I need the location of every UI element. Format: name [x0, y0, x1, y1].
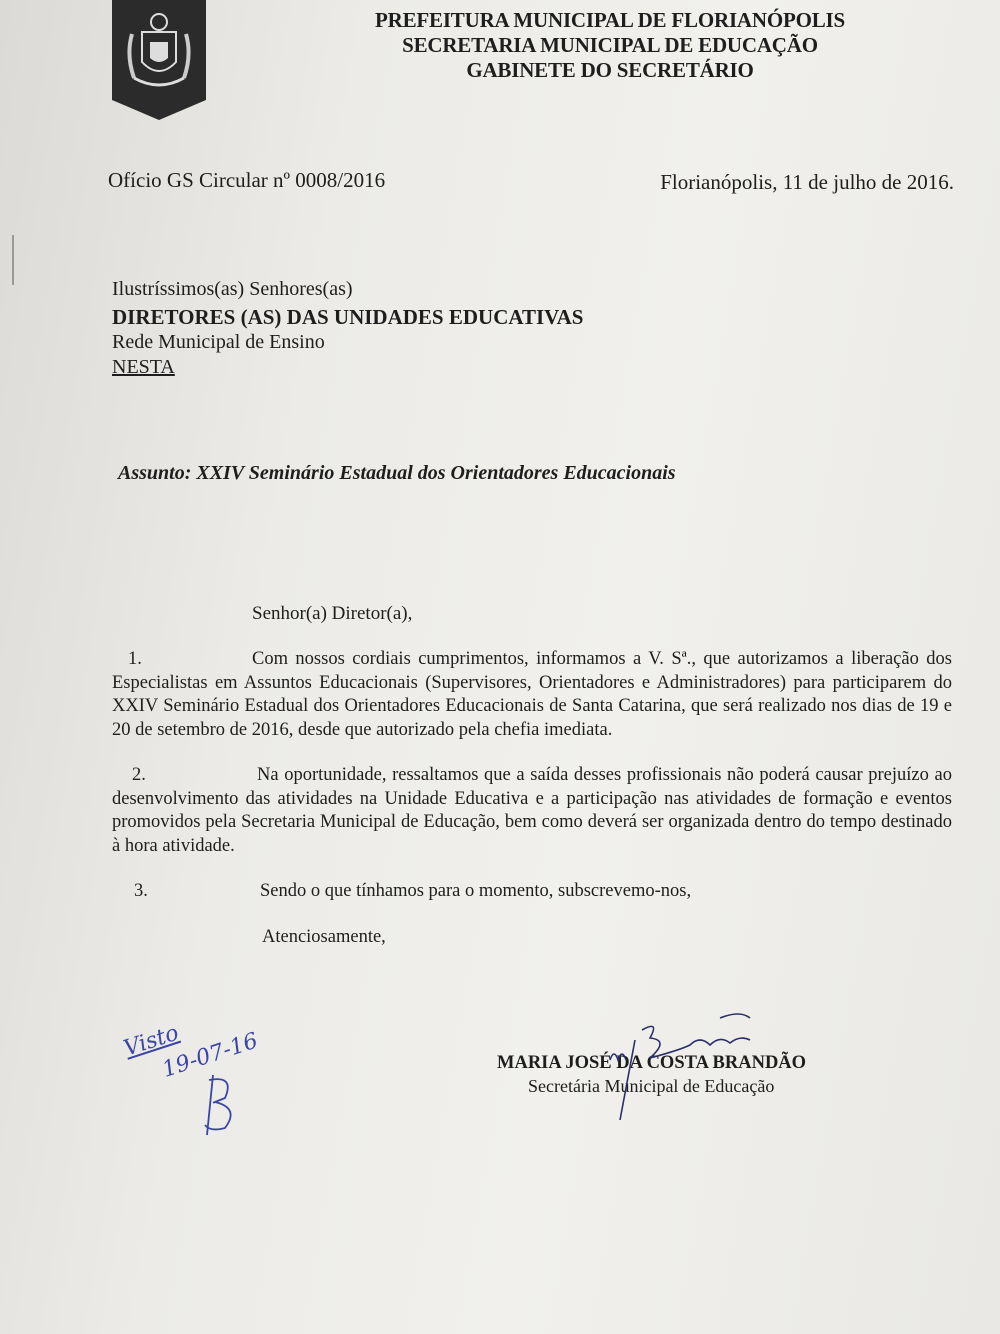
visto-date: 19-07-16	[159, 1028, 262, 1083]
paragraph-text: Na oportunidade, ressaltamos que a saída desses profissionais não poderá causar prejuízo ao desenvolvimento das atividades na Unidade Educativa e a participação nas atividades de formação e eventos promovidos pela Secretaria Municipal de Educação, bem como deverá ser organizada dentro do tempo destinado à hora atividade.	[112, 765, 952, 856]
coat-of-arms-icon	[112, 0, 206, 120]
letterhead	[300, 8, 920, 83]
greeting: Senhor(a) Diretor(a),	[252, 603, 413, 624]
paragraph-text: Com nossos cordiais cumprimentos, informamos a V. Sª., que autorizamos a liberação dos Especialistas em Assuntos Educacionais (Supervisores, Orientadores e Administradores) para participarem do XXIV Seminário Estadual dos Orientadores Educacionais de Santa Catarina, que será realizado nos dias de 19 e 20 de setembro de 2016, desde que autorizado pela chefia imediata.	[112, 649, 952, 740]
paragraph-number: 1.	[128, 649, 142, 669]
letter-body	[112, 648, 952, 949]
paragraph-3	[112, 880, 952, 904]
visto-word: Visto	[120, 1020, 182, 1062]
margin-mark	[12, 235, 14, 285]
addressee-location: NESTA	[112, 356, 175, 378]
signatory-role: Secretária Municipal de Educação	[528, 1076, 775, 1096]
letterhead-line-2: SECRETARIA MUNICIPAL DE EDUCAÇÃO	[402, 33, 818, 57]
paragraph-1	[112, 648, 952, 742]
signatory-name: MARIA JOSÉ DA COSTA BRANDÃO	[497, 1053, 807, 1073]
date-line: Florianópolis, 11 de julho de 2016.	[660, 170, 954, 194]
letterhead-line-3: GABINETE DO SECRETÁRIO	[466, 58, 754, 82]
handwritten-signature	[580, 1010, 780, 1125]
addressee-network: Rede Municipal de Ensino	[112, 331, 325, 353]
paragraph-2	[112, 764, 952, 858]
paragraph-text: Sendo o que tínhamos para o momento, subscrevemo-nos,	[260, 881, 692, 901]
letterhead-line-1: PREFEITURA MUNICIPAL DE FLORIANÓPOLIS	[374, 8, 845, 32]
reference-number: Ofício GS Circular nº 0008/2016	[108, 168, 386, 192]
subject: Assunto: XXIV Seminário Estadual dos Orientadores Educacionais	[118, 462, 676, 484]
paragraph-number: 2.	[132, 765, 146, 785]
closing: Atenciosamente,	[262, 926, 386, 947]
paragraph-number: 3.	[134, 881, 148, 901]
initial-signature	[195, 1070, 245, 1140]
addressee-salutation: Ilustríssimos(as) Senhores(as)	[112, 278, 353, 300]
addressee-title: DIRETORES (AS) DAS UNIDADES EDUCATIVAS	[112, 305, 584, 329]
